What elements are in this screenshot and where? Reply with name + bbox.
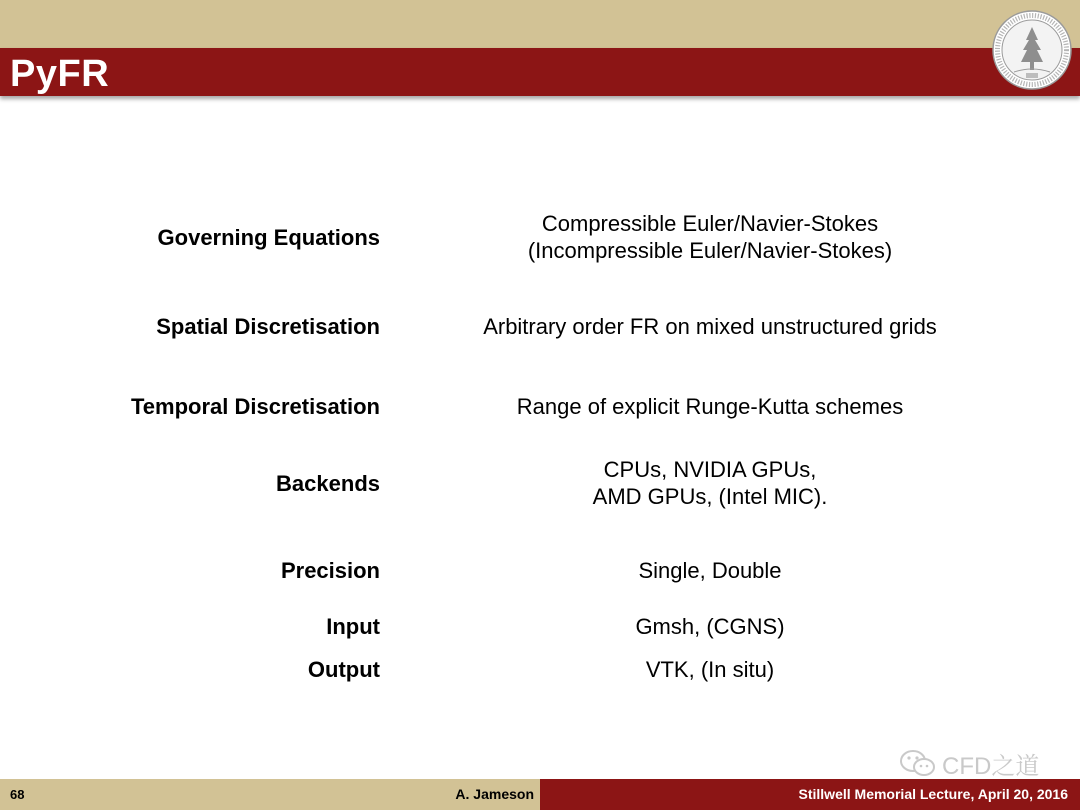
value-line: AMD GPUs, (Intel MIC). [592, 484, 828, 509]
row-label: Governing Equations [157, 225, 380, 250]
title-bar [0, 48, 1080, 96]
row-label: Precision [280, 558, 380, 583]
value-line: Single, Double [638, 558, 782, 583]
value-line: Compressible Euler/Navier-Stokes [541, 211, 879, 236]
row-value [460, 313, 960, 340]
wechat-icon [898, 748, 938, 778]
watermark-text: CFD之道 [942, 752, 1040, 780]
stanford-seal-icon [992, 10, 1072, 90]
page-number: 68 [10, 787, 25, 802]
row-label: Input [326, 614, 380, 639]
row-value [460, 210, 960, 264]
value-line: Gmsh, (CGNS) [635, 614, 785, 639]
row-label: Output [307, 657, 380, 682]
value-line: (Incompressible Euler/Navier-Stokes) [527, 238, 893, 263]
header-band [0, 0, 1080, 48]
row-label: Backends [276, 471, 380, 496]
row-value [460, 557, 960, 584]
value-line: VTK, (In situ) [645, 657, 775, 682]
value-line: CPUs, NVIDIA GPUs, [603, 457, 817, 482]
value-line: Arbitrary order FR on mixed unstructured grids [483, 314, 937, 339]
row-label: Temporal Discretisation [131, 394, 380, 419]
watermark [898, 746, 1039, 780]
row-label: Spatial Discretisation [156, 314, 380, 339]
row-value [460, 613, 960, 640]
row-value [460, 456, 960, 510]
footer-author: A. Jameson [455, 786, 534, 802]
slide-title: PyFR [10, 53, 110, 95]
value-line: Range of explicit Runge-Kutta schemes [516, 394, 904, 419]
footer-event: Stillwell Memorial Lecture, April 20, 2016 [798, 786, 1068, 802]
row-value [460, 656, 960, 683]
row-value [460, 393, 960, 420]
footer [0, 779, 1080, 810]
